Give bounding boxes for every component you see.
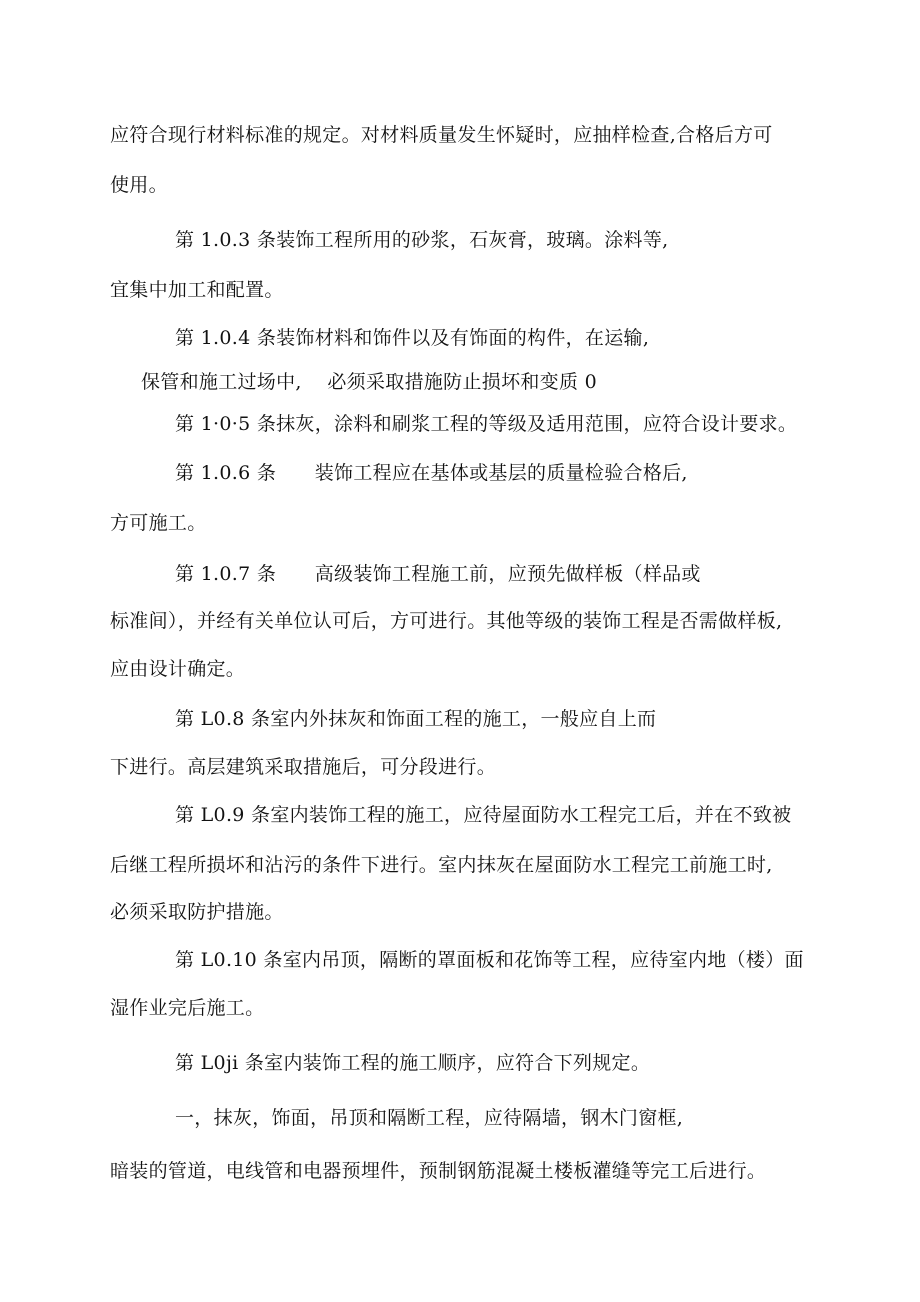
text-line: 第 L0.8 条室内外抹灰和饰面工程的施工，一般应自上而	[175, 708, 657, 730]
text-line: 必须采取防护措施。	[110, 901, 284, 923]
text-line: 使用。	[110, 174, 168, 196]
text-line: 下进行。高层建筑采取措施后，可分段进行。	[110, 756, 497, 778]
text-line: 一，抹灰，饰面，吊顶和隔断工程，应待隔墙，钢木门窗框,	[175, 1107, 684, 1129]
text-line: 第 L0.10 条室内吊顶，隔断的罩面板和花饰等工程，应待室内地（楼）面	[175, 949, 804, 971]
text-line: 第 L0ji 条室内装饰工程的施工顺序，应符合下列规定。	[175, 1052, 651, 1074]
text-line: 第 L0.9 条室内装饰工程的施工，应待屋面防水工程完工后，并在不致被	[175, 804, 792, 826]
text-line: 暗装的管道，电线管和电器预埋件，预制钢筋混凝土楼板灌缝等完工后进行。	[110, 1160, 767, 1182]
text-line: 宜集中加工和配置。	[110, 279, 284, 301]
text-line: 第 1.0.4 条装饰材料和饰件以及有饰面的构件，在运输,	[175, 327, 650, 349]
text-line: 保管和施工过场中, 必须采取措施防止损坏和变质 0	[141, 371, 598, 393]
text-line: 应符合现行材料标准的规定。对材料质量发生怀疑时，应抽样检查,合格后方可	[110, 124, 773, 146]
text-line: 第 1·0·5 条抹灰，涂料和刷浆工程的等级及适用范围，应符合设计要求。	[175, 413, 798, 435]
text-line: 第 1.0.6 条 装饰工程应在基体或基层的质量检验合格后,	[175, 462, 688, 484]
text-line: 标准间），并经有关单位认可后，方可进行。其他等级的装饰工程是否需做样板,	[110, 610, 783, 632]
text-line: 方可施工。	[110, 512, 207, 534]
text-line: 后继工程所损坏和沾污的条件下进行。室内抹灰在屋面防水工程完工前施工时,	[110, 854, 773, 876]
text-line: 第 1.0.7 条 高级装饰工程施工前，应预先做样板（样品或	[175, 563, 701, 585]
text-line: 应由设计确定。	[110, 658, 246, 680]
text-line: 第 1.0.3 条装饰工程所用的砂浆，石灰膏，玻璃。涂料等,	[175, 229, 669, 251]
text-line: 湿作业完后施工。	[110, 997, 265, 1019]
